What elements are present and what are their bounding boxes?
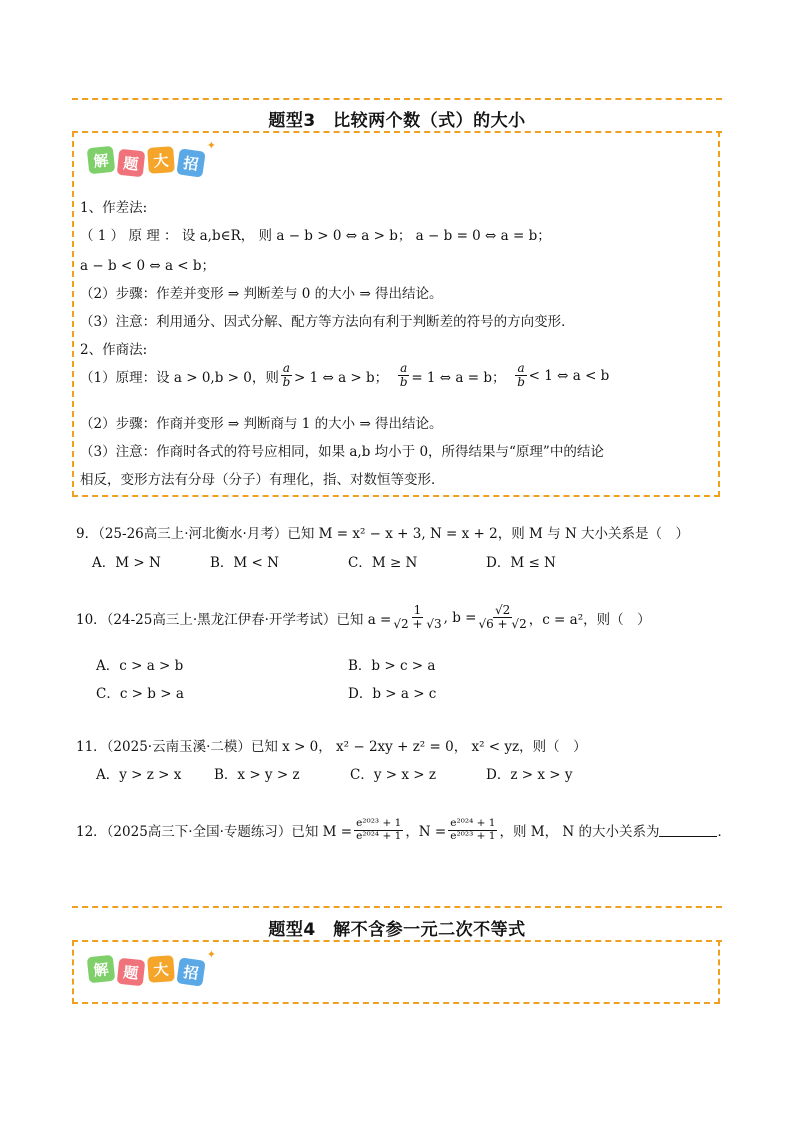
badge-char: 题 xyxy=(117,958,146,987)
fraction-a-over-b: $\frac{a}{b}$ xyxy=(282,361,291,390)
method2-note: （3）注意：作商时各式的符号应相同，如果 a,b 均小于 0，所得结果与“原理”中的结论 xyxy=(80,444,604,460)
section4-tip-box xyxy=(72,940,720,1004)
method1-principle-cont: a − b < 0 ⇔ a < b； xyxy=(80,258,216,274)
question-11-option-c[interactable]: C．y > x > z xyxy=(350,767,436,783)
method2-principle-d: < 1 ⇔ a < b xyxy=(528,367,610,384)
question-10-stem-b: , b = xyxy=(443,609,477,626)
question-11-stem: 11．（2025·云南玉溪·二模）已知 x > 0， x² − 2xy + z² = 0， x² < yz，则（ ） xyxy=(76,739,587,755)
badge-char: 招 xyxy=(176,957,205,986)
section3-top-rule xyxy=(72,98,722,100)
method2-note-cont: 相反，变形方法有分母（分子）有理化，指、对数恒等变形． xyxy=(80,472,445,488)
method1-heading: 1、作差法: xyxy=(80,200,148,216)
question-12-stem xyxy=(76,818,731,842)
method2-principle-b: > 1 ⇔ a > b； xyxy=(293,369,389,386)
question-9-stem: 9．（25-26高三上·河北衡水·月考）已知 M = x² − x + 3, N = x + 2，则 M 与 N 大小关系是（ ） xyxy=(76,526,690,542)
section4-title: 题型4 解不含参一元二次不等式 xyxy=(268,920,526,940)
badge-char: 解 xyxy=(87,146,116,175)
question-12-stem-b: ，N = xyxy=(405,824,447,841)
fraction-b: $\frac{√2}{√6 + √2}$ xyxy=(478,603,527,632)
fraction-a: $\frac{1}{√2 + √3}$ xyxy=(393,603,442,632)
question-10-stem xyxy=(76,604,651,631)
fraction-a-over-b: $\frac{a}{b}$ xyxy=(399,361,408,390)
badge-char: 大 xyxy=(147,955,175,983)
question-12-stem-a: 12．（2025高三下·全国·专题练习）已知 M = xyxy=(76,824,353,841)
badge-char: 招 xyxy=(176,148,205,177)
question-10-stem-a: 10．（24-25高三上·黑龙江伊春·开学考试）已知 a = xyxy=(76,611,392,628)
question-11-option-a[interactable]: A．y > z > x xyxy=(96,767,182,783)
question-10-stem-c: ，c = a²，则（ ） xyxy=(528,611,651,628)
question-11-option-d[interactable]: D．z > x > y xyxy=(486,767,573,783)
tip-badge xyxy=(88,948,216,985)
question-9-option-a[interactable]: A．M > N xyxy=(92,555,161,571)
question-9-option-b[interactable]: B．M < N xyxy=(210,555,279,571)
question-10-option-b[interactable]: B．b > c > a xyxy=(348,658,436,674)
section4-top-rule xyxy=(72,906,722,908)
question-10-option-a[interactable]: A．c > a > b xyxy=(96,658,184,674)
fraction-m: $\frac{\text{e²⁰²³ + 1}}{\text{e²⁰²⁴ + 1}}$ xyxy=(356,817,402,842)
badge-char: 解 xyxy=(87,955,116,984)
sparkle-icon: ✦ xyxy=(206,139,216,152)
question-12-stem-c: ，则 M， N 的大小关系为 xyxy=(499,824,660,841)
question-10-option-c[interactable]: C．c > b > a xyxy=(96,686,184,702)
question-12-stem-end: ． xyxy=(717,824,731,841)
question-9-option-d[interactable]: D．M ≤ N xyxy=(486,555,556,571)
method1-principle: （ 1 ） 原 理 ： 设 a,b∈R， 则 a − b > 0 ⇔ a > b； a − b = 0 ⇔ a = b； xyxy=(80,228,551,244)
method2-steps: （2）步骤：作商并变形 ⇒ 判断商与 1 的大小 ⇒ 得出结论。 xyxy=(80,416,443,432)
method2-principle xyxy=(80,362,609,389)
question-9-option-c[interactable]: C．M ≥ N xyxy=(348,555,418,571)
badge-char: 大 xyxy=(147,146,175,174)
question-10-option-d[interactable]: D．b > a > c xyxy=(348,686,437,702)
method2-heading: 2、作商法: xyxy=(80,342,148,358)
tip-badge xyxy=(88,139,216,176)
fraction-n: $\frac{\text{e²⁰²⁴ + 1}}{\text{e²⁰²³ + 1}}$ xyxy=(450,817,496,842)
section3-title: 题型3 比较两个数（式）的大小 xyxy=(268,111,526,131)
answer-blank[interactable] xyxy=(659,824,717,837)
question-11-option-b[interactable]: B．x > y > z xyxy=(214,767,300,783)
method2-principle-c: = 1 ⇔ a = b； xyxy=(411,369,506,386)
method1-note: （3）注意：利用通分、因式分解、配方等方法向有利于判断差的符号的方向变形． xyxy=(80,314,575,330)
badge-char: 题 xyxy=(117,149,146,178)
method2-principle-a: （1）原理：设 a > 0,b > 0，则 xyxy=(80,369,279,386)
method1-steps: （2）步骤：作差并变形 ⇒ 判断差与 0 的大小 ⇒ 得出结论。 xyxy=(80,286,443,302)
fraction-a-over-b: $\frac{a}{b}$ xyxy=(517,361,525,390)
sparkle-icon: ✦ xyxy=(206,948,216,961)
